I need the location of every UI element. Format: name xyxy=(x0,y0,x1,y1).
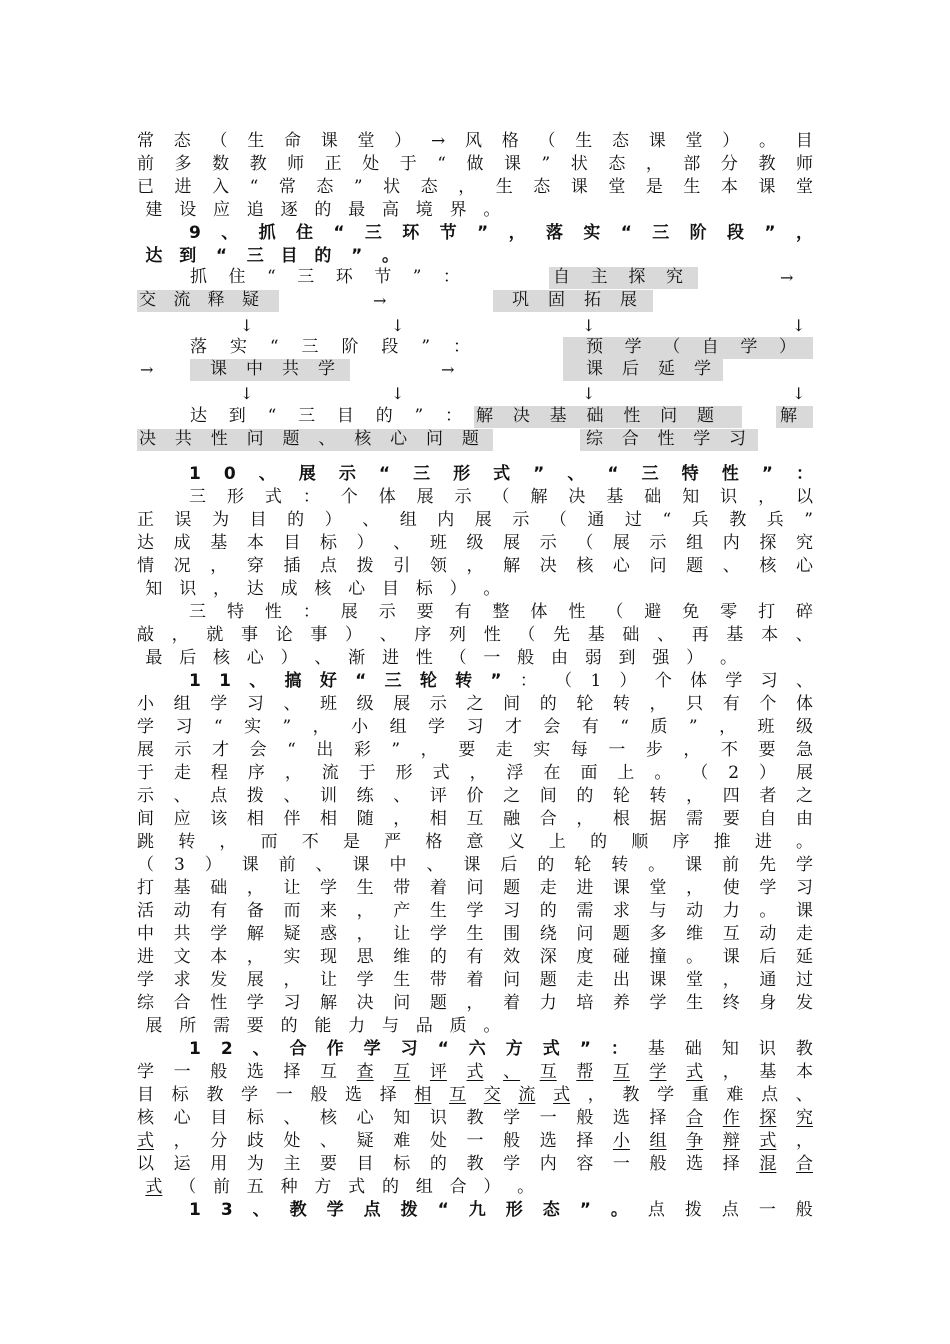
arrow-down-icon: ↓ xyxy=(792,316,806,335)
text-line: 前 多 数 教 师 正 处 于 “ 做 课 ” 状 态 ， 部 分 教 师 xyxy=(137,154,813,174)
text-line: 学 求 发 展 ， 让 学 生 带 着 问 题 走 出 课 堂 ， 通 过 xyxy=(137,970,813,990)
text-line: 式 （ 前 五 种 方 式 的 组 合 ） 。 xyxy=(145,1177,535,1197)
text-line: 小 组 学 习 、 班 级 展 示 之 间 的 轮 转 ， 只 有 个 体 xyxy=(137,694,813,714)
flow-row1-box1: 自 主 探 究 xyxy=(553,267,683,287)
text-line: 展 示 才 会 “ 出 彩 ” ， 要 走 实 每 一 步 ， 不 要 急 xyxy=(137,740,813,760)
text-line: 最 后 核 心 ） 、 渐 进 性 （ 一 般 由 弱 到 强 ） 。 xyxy=(145,648,737,668)
text-line: 达 到 “ 三 目 的 ” 。 xyxy=(145,246,399,266)
text-line: 1 0 、 展 示 “ 三 形 式 ” 、 “ 三 特 性 ” ： xyxy=(189,464,813,484)
text-line: 以 运 用 为 主 要 目 标 的 教 学 内 容 一 般 选 择 混 合 xyxy=(137,1154,813,1174)
text-line: 敲 ， 就 事 论 事 ） 、 序 列 性 （ 先 基 础 、 再 基 本 、 xyxy=(137,625,813,645)
arrow-down-icon: ↓ xyxy=(240,384,254,403)
text-line: 情 况 ， 穿 插 点 拨 引 领 ， 解 决 核 心 问 题 、 核 心 xyxy=(137,556,813,576)
text-line: 进 文 本 ， 实 现 思 维 的 有 效 深 度 碰 撞 。 课 后 延 xyxy=(137,947,813,967)
text-line: 打 基 础 ， 让 学 生 带 着 问 题 走 进 课 堂 ， 使 学 习 xyxy=(137,878,813,898)
text-line: 三 特 性 ： 展 示 要 有 整 体 性 （ 避 免 零 打 碎 xyxy=(189,602,813,622)
arrow-right-icon: → xyxy=(780,268,794,287)
text-line: 知 识 ， 达 成 核 心 目 标 ） 。 xyxy=(145,579,501,599)
arrow-right-icon: → xyxy=(140,360,154,379)
arrow-down-icon: ↓ xyxy=(792,384,806,403)
flow-row3-box2b: 决 共 性 问 题 、 核 心 问 题 xyxy=(139,429,479,449)
arrow-down-icon: ↓ xyxy=(391,316,405,335)
text-line: 于 走 程 序 ， 流 于 形 式 ， 浮 在 面 上 。 （ 2 ） 展 xyxy=(137,763,813,783)
text-line: 核 心 目 标 、 核 心 知 识 教 学 一 般 选 择 合 作 探 究 xyxy=(137,1108,813,1128)
flow-row1-label: 抓 住 “ 三 环 节 ” ： xyxy=(190,267,460,287)
text-line: 已 进 入 “ 常 态 ” 状 态 ， 生 态 课 堂 是 生 本 课 堂 xyxy=(137,177,813,197)
flow-row3-box1: 解 决 基 础 性 问 题 xyxy=(476,406,714,426)
flow-row3-box3: 综 合 性 学 习 xyxy=(586,429,746,449)
text-line: 式 ， 分 歧 处 、 疑 难 处 一 般 选 择 小 组 争 辩 式 ， xyxy=(137,1131,813,1151)
arrow-down-icon: ↓ xyxy=(240,316,254,335)
arrow-down-icon: ↓ xyxy=(582,384,596,403)
text-line: 1 1 、 搞 好 “ 三 轮 转 ” ： （ 1 ） 个 体 学 习 、 xyxy=(189,671,813,691)
flow-row3-box2a: 解 xyxy=(780,406,797,426)
arrow-right-icon: → xyxy=(373,291,387,310)
text-line: 学 习 “ 实 ” ， 小 组 学 习 才 会 有 “ 质 ” ， 班 级 xyxy=(137,717,813,737)
text-line: 活 动 有 备 而 来 ， 产 生 学 习 的 需 求 与 动 力 。 课 xyxy=(137,901,813,921)
arrow-right-icon: → xyxy=(441,360,455,379)
text-line: 学 一 般 选 择 互 查 互 评 式 、 互 帮 互 学 式 ， 基 本 xyxy=(137,1062,813,1082)
text-line: 9 、 抓 住 “ 三 环 节 ” ， 落 实 “ 三 阶 段 ” ， xyxy=(189,223,813,243)
arrow-down-icon: ↓ xyxy=(582,316,596,335)
text-line: 中 共 学 解 疑 惑 ， 让 学 生 围 绕 问 题 多 维 互 动 走 xyxy=(137,924,813,944)
text-line: 三 形 式 ： 个 体 展 示 （ 解 决 基 础 知 识 ， 以 xyxy=(189,487,813,507)
flow-row2-box3: 课 后 延 学 xyxy=(586,359,711,379)
flow-row3-label: 达 到 “ 三 目 的 ” ： xyxy=(190,406,462,426)
text-line: 正 误 为 目 的 ） 、 组 内 展 示 （ 通 过 “ 兵 教 兵 ” xyxy=(137,510,813,530)
text-line: 跳 转 ， 而 不 是 严 格 意 义 上 的 顺 序 推 进 。 xyxy=(137,832,813,852)
flow-row1-box3: 巩 固 拓 展 xyxy=(512,290,637,310)
flow-row1-box2: 交 流 释 疑 xyxy=(139,290,259,310)
text-line: 1 2 、 合 作 学 习 “ 六 方 式 ” ： 基 础 知 识 教 xyxy=(189,1039,813,1059)
text-line: 1 3 、 教 学 点 拨 “ 九 形 态 ” 。 点 拨 点 一 般 xyxy=(189,1200,813,1220)
text-line: 目 标 教 学 一 般 选 择 相 互 交 流 式 ， 教 学 重 难 点 、 xyxy=(137,1085,813,1105)
text-line: 达 成 基 本 目 标 ） 、 班 级 展 示 （ 展 示 组 内 探 究 xyxy=(137,533,813,553)
text-line: 常 态 （ 生 命 课 堂 ） → 风 格 （ 生 态 课 堂 ） 。 目 xyxy=(137,131,813,151)
text-line: 展 所 需 要 的 能 力 与 品 质 。 xyxy=(145,1016,501,1036)
text-line: 建 设 应 追 逐 的 最 高 境 界 。 xyxy=(145,200,501,220)
text-line: 示 、 点 拨 、 训 练 、 评 价 之 间 的 轮 转 ， 四 者 之 xyxy=(137,786,813,806)
flow-row2-box2: 课 中 共 学 xyxy=(210,359,335,379)
text-line: （ 3 ） 课 前 、 课 中 、 课 后 的 轮 转 。 课 前 先 学 xyxy=(137,855,813,875)
text-line: 间 应 该 相 伴 相 随 ， 相 互 融 合 ， 根 据 需 要 自 由 xyxy=(137,809,813,829)
arrow-down-icon: ↓ xyxy=(391,384,405,403)
flow-row2-label: 落 实 “ 三 阶 段 ” ： xyxy=(190,337,470,357)
text-line: 综 合 性 学 习 解 决 问 题 ， 着 力 培 养 学 生 终 身 发 xyxy=(137,993,813,1013)
flow-row2-box1: 预 学 （ 自 学 ） xyxy=(586,337,796,357)
